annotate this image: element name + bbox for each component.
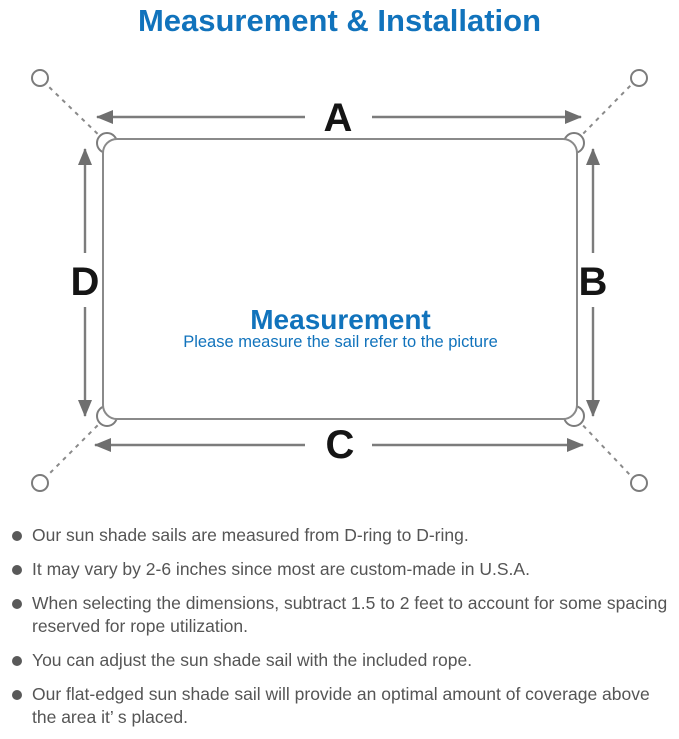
note-text: You can adjust the sun shade sail with the included rope.	[32, 650, 473, 670]
dimension-label-b: B	[578, 260, 608, 304]
diagram-center-title: Measurement	[250, 304, 431, 335]
note-text: When selecting the dimensions, subtract 1.5 to 2 feet to account for some spacing reserved for rope utilization.	[32, 593, 668, 636]
note-text: Our flat-edged sun shade sail will provide an optimal amount of coverage above the area it’ s placed.	[32, 684, 650, 727]
dimension-label-c: C	[325, 423, 355, 467]
list-item	[12, 524, 672, 547]
rope-dashed-top-left	[47, 85, 104, 140]
rope-dashed-bottom-right	[577, 419, 631, 476]
dimension-label-d: D	[70, 260, 100, 304]
notes-list	[12, 524, 672, 739]
sail-rectangle	[103, 139, 577, 419]
measurement-diagram	[0, 55, 679, 500]
bullet-icon	[12, 565, 22, 575]
rope-dashed-top-right	[577, 85, 631, 140]
list-item	[12, 649, 672, 672]
note-text: Our sun shade sails are measured from D-ring to D-ring.	[32, 525, 469, 545]
bullet-icon	[12, 531, 22, 541]
rope-dashed-bottom-left	[47, 419, 104, 476]
anchor-ring-bottom-left	[32, 475, 48, 491]
sail-diagram-graphic	[0, 55, 679, 500]
bullet-icon	[12, 656, 22, 666]
diagram-center-subtitle: Please measure the sail refer to the picture	[183, 333, 498, 351]
bullet-icon	[12, 690, 22, 700]
list-item	[12, 592, 672, 638]
page-title: Measurement & Installation	[137, 3, 542, 38]
list-item	[12, 558, 672, 581]
anchor-ring-top-right	[631, 70, 647, 86]
anchor-ring-top-left	[32, 70, 48, 86]
note-text: It may vary by 2-6 inches since most are custom-made in U.S.A.	[32, 559, 530, 579]
bullet-icon	[12, 599, 22, 609]
list-item	[12, 683, 672, 729]
dimension-label-a: A	[323, 96, 353, 140]
anchor-ring-bottom-right	[631, 475, 647, 491]
